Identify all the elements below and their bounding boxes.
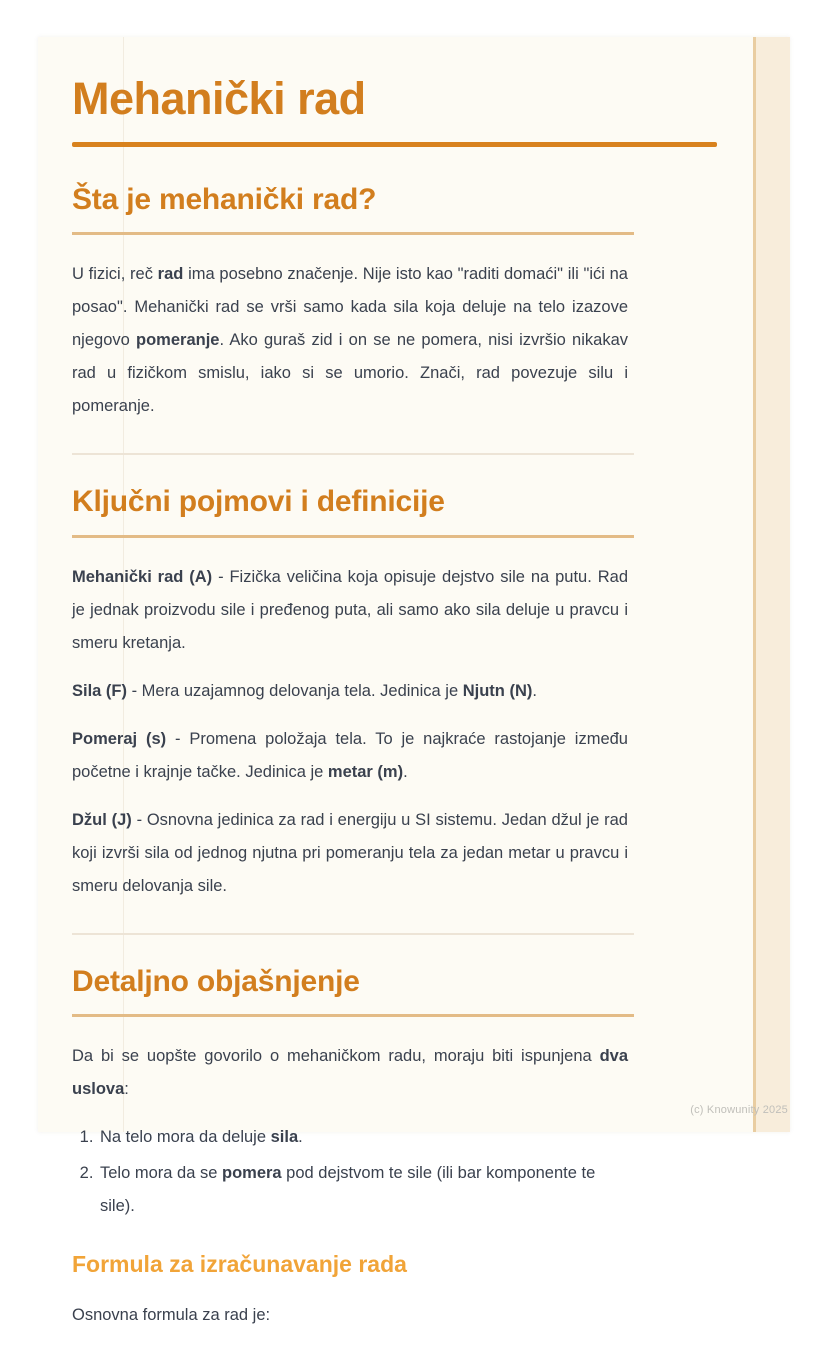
bold-text: Džul (J) (72, 810, 132, 829)
document-page (38, 37, 790, 1324)
text-segment: U fizici, reč (72, 265, 158, 284)
text-segment: . Ako guraš zid i on se ne pomera, nisi izvršio nikakav rad u fizičkom smislu, iako si se umorio. Znači, rad povezuje silu i pomeranje. (72, 331, 628, 416)
bold-text: pomeranje (136, 331, 220, 350)
section-heading: Detaljno objašnjenje (72, 964, 360, 998)
section-heading-underline (72, 232, 634, 235)
page-title: Mehanički rad (72, 73, 366, 124)
paragraph (72, 561, 628, 660)
text-segment: . (532, 681, 537, 700)
paragraph (72, 723, 628, 789)
text-segment: . (298, 1128, 303, 1147)
text-segment: - Promena položaja tela. To je najkraće rastojanje između početne i krajnje tačke. Jedinica je (72, 729, 628, 781)
list-item (98, 1121, 628, 1154)
text-segment: - Osnovna jedinica za rad i energiju u SI sistemu. Jedan džul je rad koji izvrši sila od jednog njutna pri pomeranju tela za jedan metar u pravcu i smeru delovanja sile. (72, 810, 628, 895)
text-segment: - Fizička veličina koja opisuje dejstvo sile na putu. Rad je jednak proizvodu sile i pređenog puta, ali samo ako sila deluje u pravcu i smeru kretanja. (72, 567, 628, 652)
paragraph (72, 258, 628, 423)
text-segment: : (124, 1080, 129, 1099)
section-divider (72, 933, 634, 935)
text-segment: . (403, 762, 408, 781)
text-segment: pod dejstvom te sile (ili bar komponente te sile). (100, 1164, 596, 1216)
bold-text: sila (270, 1128, 299, 1147)
title-rule (72, 142, 717, 147)
bold-text: pomera (221, 1164, 282, 1183)
numbered-list (72, 1121, 628, 1223)
section-heading: Šta je mehanički rad? (72, 182, 377, 216)
paragraph (72, 804, 628, 903)
bold-text: Njutn (N) (462, 681, 533, 700)
section-heading-underline (72, 535, 634, 538)
section-heading-underline (72, 1014, 634, 1017)
text-segment: Telo mora da se (100, 1164, 222, 1183)
text-segment: - Mera uzajamnog delovanja tela. Jedinica je (127, 681, 463, 700)
document-content (72, 73, 717, 1347)
paragraph (72, 1299, 628, 1332)
list-item (98, 1157, 628, 1223)
section-heading: Ključni pojmovi i definicije (72, 485, 445, 519)
text-segment: Da bi se uopšte govorilo o mehaničkom radu, moraju biti ispunjena (72, 1047, 600, 1066)
page-edge-strip (753, 37, 790, 1132)
subsection-heading: Formula za izračunavanje rada (72, 1251, 407, 1278)
bold-text: Mehanički rad (A) (72, 567, 213, 586)
text-segment: ima posebno značenje. Nije isto kao "raditi domaći" ili "ići na posao". Mehanički rad se vrši samo kada sila koja deluje na telo izazove njegovo (72, 265, 628, 350)
bold-text: dva uslova (72, 1047, 628, 1099)
bold-text: Sila (F) (72, 681, 128, 700)
section-divider (72, 453, 634, 455)
paragraph (72, 1040, 628, 1106)
paragraph (72, 675, 628, 708)
text-segment: Osnovna formula za rad je: (72, 1305, 271, 1324)
text-segment: Na telo mora da deluje (100, 1128, 271, 1147)
bold-text: Pomeraj (s) (72, 729, 167, 748)
bold-text: rad (157, 265, 184, 284)
copyright-note: (c) Knowunity 2025 (690, 1104, 788, 1116)
document-sections (72, 183, 717, 1332)
bold-text: metar (m) (327, 762, 404, 781)
